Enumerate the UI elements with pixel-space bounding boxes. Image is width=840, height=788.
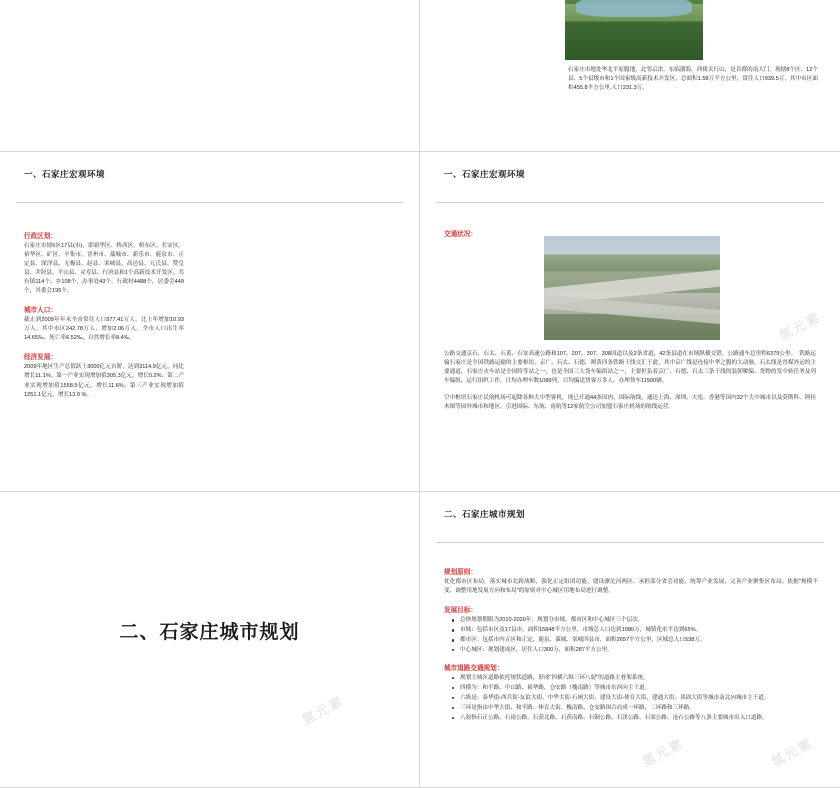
overview-paragraph: 石家庄市地处华北平原腹地，北邻京津，东临渤海，西倚太行山，是首都的南大门。现辖8个区、12个县、5个县级市和1个国家级高新技术开发区，总面积1.58万平方公里，常住人口939.5万，其中市区面积455.8平方公里,人口231.3万。: [568, 67, 818, 92]
section-text-population: 截止到2009年年末全市常住人口977.41万人，比上年增加10.93万人，其中市区242.78万人，增加2.06万人。全市人口出生率14.65‰、死亡率6.52‰，自然增长率8.4‰。: [24, 317, 184, 342]
section-big-title: 二、石家庄城市规划: [119, 622, 300, 643]
title-divider: [16, 202, 403, 203]
list-item: 八射指石正公路、石岗公路、石获北路、石获南路、石铜公路、石津公路、石栾公路、沧石公路等八条主要城市出入口道路。: [455, 714, 818, 723]
slide-macro-left[interactable]: [0, 152, 420, 492]
section-heading-population: 城市人口：: [24, 307, 57, 315]
transport-paragraph-ground: 公路交通京石、石太、石黄、石安高速公路和107、207、307、308国道以及2条省道，42条县道在市域纵横交错。公路通车总里程6379公里。 铁路运输石家庄是全国铁路运输的主要枢纽，京广、石太、石德，朔黄四条铁路干线交汇于此，其中京广线是连接中华之腹的大动脉，石太线是晋煤外运的主要通道，石家庄火车站是全国特等站之一，也是全国三大货车编组站之一，主要担负着京广、石德、石太三条干线的装卸解编、货物的发中转任务及列车编组，运行组织工作，日均办理车数1089列，日均编送货客万多人，办理货车11500辆。: [444, 351, 816, 385]
title-divider: [436, 202, 824, 203]
slide-blank[interactable]: [0, 0, 420, 152]
transport-paragraph-air: 空中枢纽石家庄民航机场可起降各种大中型客机，现已开通44条国内、国际航线，通达上海、深圳、大连、香港等国内32个大中城市以及莫斯科、阿拉木图等国外城市和地区，引进国际、东航、南航等12家航空公司加盟石家庄机场的航线运营。: [444, 395, 816, 411]
page-title: 二、石家庄城市规划: [444, 509, 526, 519]
overview-text-block: [568, 66, 818, 101]
list-item: 总体规划期限为2010-2020年，规划分市域、都市区和中心城区三个层次。: [455, 616, 818, 625]
list-item: 六纵是：泰华街-西兵街-友谊大街，中华大街-石闸大街，建设大街-体育大街，建通大街，谈固大街等城市南北向城市主干道。: [455, 694, 818, 703]
page-title: 一、石家庄宏观环境: [24, 169, 106, 179]
list-item: 四横为：和平路、中山路、裕华路、仓安路（槐南路）等城市东西向主干道。: [455, 684, 818, 693]
urban-plan-body: [444, 566, 818, 730]
section-heading-administrative: 行政区划：: [24, 233, 57, 240]
macro-left-body: [24, 230, 184, 408]
slide-macro-right[interactable]: [420, 152, 840, 492]
shijiazhuang-lake-photo: [565, 0, 703, 60]
section-heading-road-traffic-plan: 城市道路交通规划：: [444, 664, 504, 672]
slide-overview[interactable]: [420, 0, 840, 152]
shijiazhuang-highway-interchange-photo: [544, 236, 720, 340]
page-title: 一、石家庄宏观环境: [444, 169, 526, 179]
section-heading-transport: 交通状况：: [444, 231, 477, 238]
title-divider: [436, 542, 824, 543]
section-text-planning-principle: 优化都市区布局，落实城市北跨战略，强化正定组团功能，建设滹沱河两区、承担部分省会功能，统筹产业发展，完善产业聚集区布局；依据"规模不变、调整用地发展方向和布局"的原则对中心城区用地布局进行调整。: [444, 579, 818, 595]
slide-urban-plan[interactable]: [420, 492, 840, 788]
list-item: 市域：包括市区及17县市，面积15848平方公里，市域总人口达到1080万，城镇化水平达到65%。: [455, 626, 818, 635]
development-goals-list: [444, 616, 818, 655]
section-heading-economy: 经济发展：: [24, 354, 57, 362]
list-item: 中心城区：规划建成区，居住人口300万，面积287平方公里。: [455, 646, 818, 655]
road-traffic-plan-list: [444, 674, 818, 723]
list-item: 都市区：包括市内五区和正定、鹿泉、藁城、栾城四县市，面积2657平方公里，区域总人口538万。: [455, 636, 818, 645]
macro-right-body: [444, 350, 816, 420]
section-text-economy: 2009年地区生产总值跃上3000亿元台阶，达到3114.9亿元，同比增长11.1%。第一产业实现增加值305.3亿元，增长0.2%；第二产业实现增加值1558.5亿元，增长11.6%；第三产业实现增加值1251.1亿元，增长13.0 %。: [24, 364, 184, 398]
list-item: 规划主城区道路依托规状道路，形成"四横六纵三环八射"的道路主骨架系统。: [455, 674, 818, 683]
section-text-administrative: 石家庄市辖6区17县(市)，即新华区、桥西区、桥东区、长安区、裕华区、矿区、辛集市、晋州市、藁城市、新乐市、鹿泉市、正定县、深泽县、无极县、赵县、栾城县、高邑县、元氏县、赞皇县、井陉县、平山县、灵寿县、行唐县和1个高新技术开发区。共有镇114个、乡108个、办事处43个、行政村4488个，居委会449个，其委会195个。: [24, 243, 184, 295]
section-heading-development-goals: 发展目标：: [444, 607, 477, 615]
list-item: 三环是指由中华大街、和平路、体育大街、槐南路、仓安路围合而成一环路，二环路和三环路。: [455, 704, 818, 713]
slide-section-title[interactable]: [0, 492, 420, 788]
section-heading-planning-principle: 规划原则：: [444, 569, 477, 576]
